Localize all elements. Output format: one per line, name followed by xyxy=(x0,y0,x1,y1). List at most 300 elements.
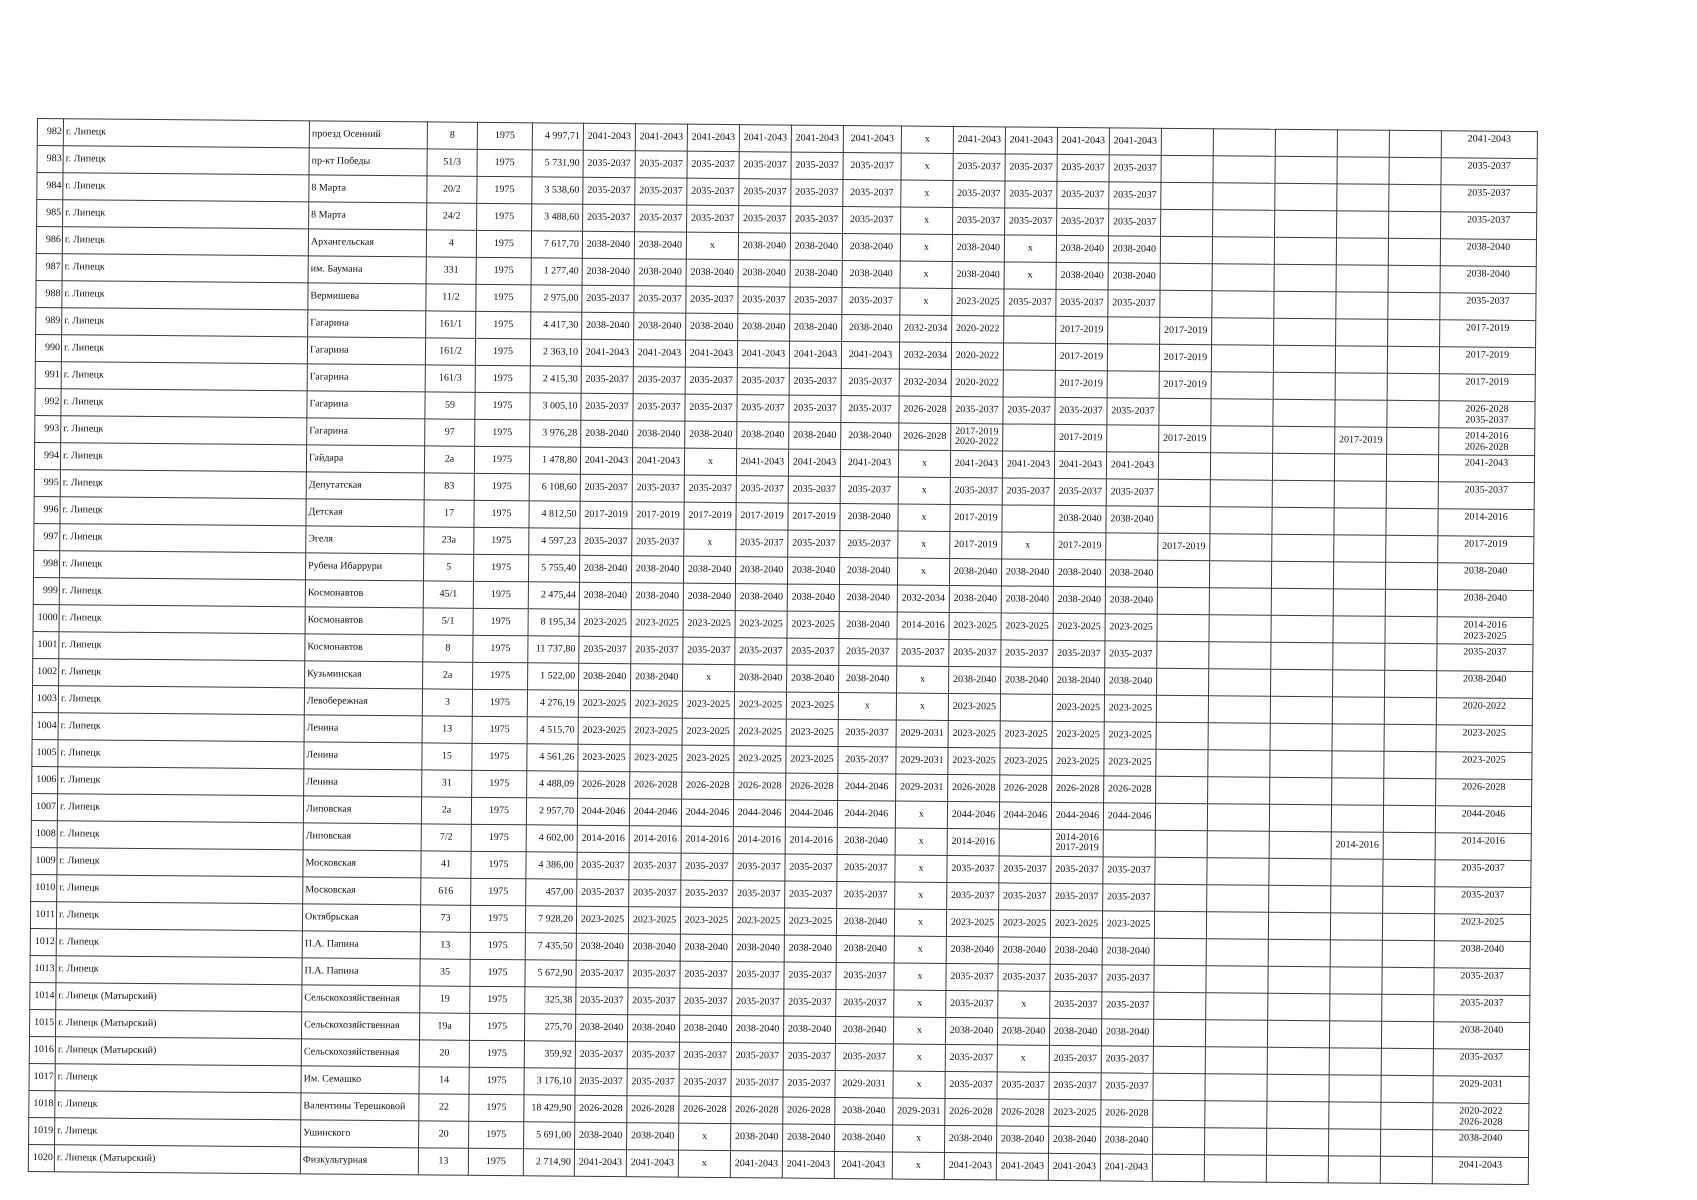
repair-col-3-cell: 2035-2037 xyxy=(679,1069,731,1096)
repair-col-6-cell: 2035-2037 xyxy=(843,207,901,235)
repair-col-8-cell: 2023-2025 xyxy=(952,288,1004,315)
house-number-cell: 161/3 xyxy=(425,365,475,392)
street-cell: Детская xyxy=(306,499,424,527)
repair-col-3-cell: 2035-2037 xyxy=(685,367,737,394)
repair-col-6-cell: 2038-2040 xyxy=(840,504,898,532)
repair-col-10-cell: 2035-2037 xyxy=(1056,289,1108,316)
repair-col-9-cell: 2038-2040 xyxy=(997,1126,1049,1153)
total-area-cell: 4 276,19 xyxy=(527,690,578,717)
repair-col-5-cell: 2035-2037 xyxy=(788,530,840,557)
repair-col-7-cell: x xyxy=(900,288,952,315)
street-cell: Сельскохозяйственная xyxy=(301,1039,419,1067)
house-number-cell: 41 xyxy=(421,851,471,878)
repair-col-8-cell: 2038-2040 xyxy=(945,1125,997,1152)
street-cell: 8 Марта xyxy=(309,175,427,203)
total-area-cell: 5 755,40 xyxy=(528,555,579,582)
locality-cell: г. Липецк xyxy=(59,578,305,607)
repair-col-3-cell: 2023-2025 xyxy=(682,745,734,772)
repair-col-final-cell: 2026-2028 2035-2037 xyxy=(1439,401,1535,429)
year-built-cell: 1975 xyxy=(470,932,525,959)
repair-col-13-cell xyxy=(1206,966,1268,994)
repair-col-2-cell: 2035-2037 xyxy=(633,367,685,394)
repair-col-13-cell xyxy=(1208,777,1270,805)
repair-col-16-cell xyxy=(1382,967,1434,994)
locality-cell: г. Липецк xyxy=(61,389,307,418)
locality-cell: г. Липецк xyxy=(55,1091,301,1120)
repair-col-11-cell: 2035-2037 xyxy=(1103,884,1155,911)
street-cell: Ленина xyxy=(304,715,422,743)
locality-cell: г. Липецк xyxy=(62,308,308,337)
repair-col-2-cell: 2044-2046 xyxy=(629,799,681,826)
repair-col-14-cell xyxy=(1267,1047,1329,1075)
repair-col-16-cell xyxy=(1389,184,1441,211)
row-number-cell: 1010 xyxy=(31,874,57,901)
repair-col-9-cell: 2035-2037 xyxy=(997,1072,1049,1099)
house-number-cell: 7/2 xyxy=(421,824,471,851)
repair-col-13-cell xyxy=(1208,723,1270,751)
repair-col-13-cell xyxy=(1209,669,1271,697)
repair-col-3-cell: 2026-2028 xyxy=(679,1096,731,1123)
repair-col-4-cell: 2041-2043 xyxy=(736,449,788,476)
repair-col-4-cell: 2035-2037 xyxy=(733,854,785,881)
year-built-cell: 1975 xyxy=(475,338,530,365)
repair-col-12-cell: 2017-2019 xyxy=(1160,317,1212,344)
repair-col-6-cell: 2035-2037 xyxy=(838,720,896,748)
repair-col-6-cell: 2038-2040 xyxy=(835,1124,893,1152)
repair-col-16-cell xyxy=(1386,481,1438,508)
repair-col-8-cell: 2044-2046 xyxy=(947,801,999,828)
repair-col-final-cell: 2035-2037 xyxy=(1441,158,1537,186)
repair-col-16-cell xyxy=(1380,1129,1432,1156)
repair-col-3-cell: 2038-2040 xyxy=(686,259,738,286)
repair-col-13-cell xyxy=(1208,750,1270,778)
street-cell: Сельскохозяйственная xyxy=(301,1012,419,1040)
repair-col-1-cell: 2035-2037 xyxy=(577,879,629,906)
repair-col-6-cell: 2035-2037 xyxy=(839,639,897,667)
house-number-cell: 83 xyxy=(424,473,474,500)
repair-col-13-cell xyxy=(1209,561,1271,589)
repair-col-12-cell xyxy=(1153,1073,1205,1100)
repair-col-5-cell: 2035-2037 xyxy=(784,962,836,989)
repair-col-6-cell: 2035-2037 xyxy=(841,369,899,397)
repair-col-9-cell xyxy=(1002,505,1054,532)
repair-col-14-cell xyxy=(1274,291,1336,319)
repair-col-14-cell xyxy=(1275,156,1337,184)
repair-col-7-cell: x xyxy=(893,1044,945,1071)
repair-col-2-cell: 2041-2043 xyxy=(635,124,687,151)
repair-col-10-cell: 2038-2040 xyxy=(1054,505,1106,532)
repair-col-6-cell: 2035-2037 xyxy=(835,1044,893,1072)
repair-col-16-cell xyxy=(1386,508,1438,535)
repair-col-5-cell: 2017-2019 xyxy=(788,503,840,530)
repair-col-3-cell: 2044-2046 xyxy=(681,799,733,826)
repair-col-4-cell: 2035-2037 xyxy=(735,638,787,665)
locality-cell: г. Липецк xyxy=(56,902,302,931)
repair-col-8-cell: 2038-2040 xyxy=(946,936,998,963)
repair-col-16-cell xyxy=(1383,832,1435,859)
row-number-cell: 991 xyxy=(35,361,61,388)
row-number-cell: 1019 xyxy=(29,1117,55,1144)
repair-col-2-cell: 2023-2025 xyxy=(631,610,683,637)
repair-col-16-cell xyxy=(1384,670,1436,697)
locality-cell: г. Липецк xyxy=(56,956,302,985)
year-built-cell: 1975 xyxy=(469,1013,524,1040)
repair-col-5-cell: 2026-2028 xyxy=(783,1097,835,1124)
house-number-cell: 97 xyxy=(425,419,475,446)
repair-col-1-cell: 2044-2046 xyxy=(577,798,629,825)
repair-col-8-cell: 2020-2022 xyxy=(951,342,1003,369)
repair-col-12-cell xyxy=(1154,938,1206,965)
house-number-cell: 73 xyxy=(420,905,470,932)
repair-col-6-cell: 2029-2031 xyxy=(835,1071,893,1099)
repair-col-2-cell: 2026-2028 xyxy=(630,772,682,799)
repair-col-15-cell xyxy=(1333,616,1385,643)
repair-col-3-cell: 2038-2040 xyxy=(683,556,735,583)
repair-col-8-cell: 2035-2037 xyxy=(946,963,998,990)
house-number-cell: 616 xyxy=(421,878,471,905)
repair-col-11-cell: 2035-2037 xyxy=(1109,182,1161,209)
repair-col-1-cell: 2035-2037 xyxy=(579,636,631,663)
year-built-cell: 1975 xyxy=(477,203,532,230)
repair-col-8-cell: 2017-2019 xyxy=(950,504,1002,531)
repair-col-9-cell: 2044-2046 xyxy=(999,802,1051,829)
street-cell: Ушинского xyxy=(301,1120,419,1148)
repair-col-14-cell xyxy=(1273,345,1335,373)
total-area-cell: 7 435,50 xyxy=(525,933,576,960)
repair-col-1-cell: 2026-2028 xyxy=(575,1095,627,1122)
repair-col-4-cell: 2038-2040 xyxy=(732,935,784,962)
repair-col-6-cell: 2038-2040 xyxy=(839,612,897,640)
repair-col-13-cell xyxy=(1205,1047,1267,1075)
repair-col-final-cell: 2035-2037 xyxy=(1440,293,1536,321)
repair-col-3-cell: 2014-2016 xyxy=(681,826,733,853)
repair-col-5-cell: 2038-2040 xyxy=(783,1124,835,1151)
repair-col-12-cell xyxy=(1156,695,1208,722)
repair-col-6-cell: 2038-2040 xyxy=(836,936,894,964)
repair-col-3-cell: 2035-2037 xyxy=(686,286,738,313)
repair-col-7-cell: x xyxy=(893,1071,945,1098)
repair-col-6-cell: 2038-2040 xyxy=(839,666,897,694)
repair-col-16-cell xyxy=(1387,346,1439,373)
repair-col-3-cell: 2017-2019 xyxy=(684,502,736,529)
repair-col-3-cell: 2035-2037 xyxy=(685,394,737,421)
repair-col-10-cell: 2023-2025 xyxy=(1050,910,1102,937)
repair-col-1-cell: 2041-2043 xyxy=(580,447,632,474)
repair-col-14-cell xyxy=(1268,966,1330,994)
repair-col-12-cell: 2017-2019 xyxy=(1159,425,1211,452)
locality-cell: г. Липецк xyxy=(61,416,307,445)
repair-col-11-cell: 2038-2040 xyxy=(1101,1127,1153,1154)
repair-col-16-cell xyxy=(1387,427,1439,454)
repair-col-5-cell: 2044-2046 xyxy=(785,800,837,827)
repair-col-14-cell xyxy=(1272,453,1334,481)
repair-col-12-cell xyxy=(1158,452,1210,479)
repair-col-4-cell: 2026-2028 xyxy=(731,1097,783,1124)
repair-col-3-cell: 2038-2040 xyxy=(685,421,737,448)
repair-col-11-cell: 2026-2028 xyxy=(1104,776,1156,803)
repair-col-12-cell xyxy=(1155,884,1207,911)
repair-col-5-cell: 2023-2025 xyxy=(786,719,838,746)
repair-col-7-cell: 2035-2037 xyxy=(897,639,949,666)
house-number-cell: 4 xyxy=(426,230,476,257)
repair-col-2-cell: 2035-2037 xyxy=(629,880,681,907)
repair-col-2-cell: 2035-2037 xyxy=(628,988,680,1015)
house-number-cell: 13 xyxy=(418,1148,468,1175)
repair-col-10-cell: 2017-2019 xyxy=(1055,343,1107,370)
repair-col-2-cell: 2038-2040 xyxy=(627,1123,679,1150)
repair-col-8-cell: 2023-2025 xyxy=(948,693,1000,720)
repair-col-6-cell: 2044-2046 xyxy=(838,774,896,802)
repair-col-13-cell xyxy=(1205,1074,1267,1102)
repair-col-14-cell xyxy=(1271,588,1333,616)
repair-col-11-cell xyxy=(1107,344,1159,371)
repair-col-16-cell xyxy=(1385,643,1437,670)
repair-col-16-cell xyxy=(1381,1102,1433,1129)
repair-col-1-cell: 2035-2037 xyxy=(581,393,633,420)
repair-col-13-cell xyxy=(1211,345,1273,373)
repair-col-8-cell: 2035-2037 xyxy=(946,990,998,1017)
locality-cell: г. Липецк xyxy=(55,1118,301,1147)
house-number-cell: 13 xyxy=(422,716,472,743)
house-number-cell: 13 xyxy=(420,932,470,959)
repair-col-9-cell: 2023-2025 xyxy=(1000,748,1052,775)
house-number-cell: 51/3 xyxy=(427,149,477,176)
street-cell: им. Баумана xyxy=(308,256,426,284)
repair-col-15-cell xyxy=(1328,1156,1380,1183)
repair-col-16-cell xyxy=(1388,238,1440,265)
repair-col-9-cell: 2035-2037 xyxy=(1005,208,1057,235)
repair-col-7-cell: x xyxy=(894,963,946,990)
repair-col-14-cell xyxy=(1271,642,1333,670)
repair-col-2-cell: 2038-2040 xyxy=(627,1015,679,1042)
repair-col-2-cell: 2038-2040 xyxy=(631,556,683,583)
repair-col-11-cell: 2038-2040 xyxy=(1108,236,1160,263)
repair-col-9-cell: 2035-2037 xyxy=(999,883,1051,910)
repair-col-10-cell: 2023-2025 xyxy=(1052,721,1104,748)
repair-col-16-cell xyxy=(1388,265,1440,292)
house-number-cell: 11/2 xyxy=(426,284,476,311)
house-number-cell: 14 xyxy=(419,1067,469,1094)
total-area-cell: 1 478,80 xyxy=(529,447,580,474)
repair-col-7-cell: 2029-2031 xyxy=(896,720,948,747)
repair-col-16-cell xyxy=(1382,994,1434,1021)
repair-col-6-cell: 2035-2037 xyxy=(836,990,894,1018)
street-cell: Эгеля xyxy=(306,526,424,554)
repair-col-9-cell xyxy=(1000,694,1052,721)
repair-col-7-cell: 2014-2016 xyxy=(897,612,949,639)
total-area-cell: 4 386,00 xyxy=(526,852,577,879)
repair-col-13-cell xyxy=(1210,534,1272,562)
repair-col-3-cell: 2035-2037 xyxy=(679,1042,731,1069)
repair-col-8-cell: 2041-2043 xyxy=(944,1152,996,1179)
repair-col-4-cell: 2038-2040 xyxy=(731,1124,783,1151)
repair-col-9-cell xyxy=(999,829,1051,856)
repair-col-9-cell: x xyxy=(997,1045,1049,1072)
street-cell: Физкультурная xyxy=(300,1147,418,1175)
repair-col-8-cell: 2038-2040 xyxy=(952,261,1004,288)
repair-col-6-cell: 2038-2040 xyxy=(836,909,894,937)
repair-col-16-cell xyxy=(1385,616,1437,643)
repair-col-15-cell xyxy=(1337,184,1389,211)
repair-col-15-cell xyxy=(1336,238,1388,265)
repair-col-4-cell: 2041-2043 xyxy=(737,341,789,368)
total-area-cell: 8 195,34 xyxy=(528,609,579,636)
repair-col-final-cell: 2035-2037 xyxy=(1441,185,1537,213)
house-number-cell: 31 xyxy=(422,770,472,797)
repair-col-8-cell: 2020-2022 xyxy=(952,315,1004,342)
repair-col-8-cell: 2023-2025 xyxy=(946,909,998,936)
repair-col-7-cell: x xyxy=(896,693,948,720)
repair-col-14-cell xyxy=(1271,615,1333,643)
repair-col-11-cell: 2038-2040 xyxy=(1106,506,1158,533)
repair-col-4-cell: 2035-2037 xyxy=(737,368,789,395)
repair-col-12-cell xyxy=(1155,803,1207,830)
repair-col-11-cell xyxy=(1106,533,1158,560)
table-body xyxy=(28,119,1537,1185)
repair-col-14-cell xyxy=(1268,912,1330,940)
repair-col-4-cell: 2038-2040 xyxy=(735,557,787,584)
total-area-cell: 4 997,71 xyxy=(532,123,583,150)
repair-col-3-cell: 2035-2037 xyxy=(681,880,733,907)
repair-col-7-cell: x xyxy=(900,261,952,288)
repair-col-15-cell xyxy=(1336,319,1388,346)
repair-col-14-cell xyxy=(1266,1155,1328,1183)
year-built-cell: 1975 xyxy=(470,959,525,986)
repair-col-1-cell: 2035-2037 xyxy=(576,960,628,987)
repair-col-10-cell: 2017-2019 xyxy=(1055,370,1107,397)
repair-col-11-cell: 2023-2025 xyxy=(1104,695,1156,722)
repair-col-9-cell: 2041-2043 xyxy=(1005,127,1057,154)
repair-col-6-cell: 2035-2037 xyxy=(840,531,898,559)
repair-col-3-cell: 2023-2025 xyxy=(682,718,734,745)
row-number-cell: 1015 xyxy=(29,1009,55,1036)
row-number-cell: 984 xyxy=(37,173,63,200)
repair-col-7-cell: x xyxy=(898,531,950,558)
total-area-cell: 2 363,10 xyxy=(530,339,581,366)
total-area-cell: 3 538,60 xyxy=(532,177,583,204)
repair-col-15-cell xyxy=(1328,1129,1380,1156)
repair-col-11-cell: 2023-2025 xyxy=(1104,722,1156,749)
repair-col-final-cell: 2041-2043 xyxy=(1438,455,1534,483)
year-built-cell: 1975 xyxy=(468,1148,523,1175)
repair-col-13-cell xyxy=(1207,858,1269,886)
repair-col-1-cell: 2035-2037 xyxy=(581,366,633,393)
repair-col-7-cell: x xyxy=(898,450,950,477)
house-number-cell: 24/2 xyxy=(427,203,477,230)
row-number-cell: 1006 xyxy=(32,766,58,793)
year-built-cell: 1975 xyxy=(470,905,525,932)
repair-col-final-cell: 2035-2037 xyxy=(1435,860,1531,888)
repair-col-4-cell: 2038-2040 xyxy=(735,665,787,692)
repair-col-13-cell xyxy=(1206,993,1268,1021)
repair-col-final-cell: 2038-2040 xyxy=(1433,1022,1529,1050)
repair-col-14-cell xyxy=(1275,129,1337,157)
repair-col-1-cell: 2038-2040 xyxy=(582,231,634,258)
repair-col-12-cell xyxy=(1157,587,1209,614)
repair-col-13-cell xyxy=(1213,183,1275,211)
year-built-cell: 1975 xyxy=(476,257,531,284)
repair-col-4-cell: 2035-2037 xyxy=(739,206,791,233)
repair-col-7-cell: x xyxy=(897,666,949,693)
repair-col-12-cell xyxy=(1161,128,1213,155)
year-built-cell: 1975 xyxy=(473,581,528,608)
repair-col-3-cell: 2035-2037 xyxy=(680,988,732,1015)
repair-col-1-cell: 2038-2040 xyxy=(582,312,634,339)
repair-col-14-cell xyxy=(1272,480,1334,508)
year-built-cell: 1975 xyxy=(471,797,526,824)
repair-col-7-cell: 2029-2031 xyxy=(893,1098,945,1125)
repair-col-10-cell: 2017-2019 xyxy=(1055,424,1107,451)
street-cell: Московская xyxy=(303,850,421,878)
row-number-cell: 994 xyxy=(34,442,60,469)
repair-col-8-cell: 2023-2025 xyxy=(948,747,1000,774)
repair-col-5-cell: 2035-2037 xyxy=(787,638,839,665)
repair-col-16-cell xyxy=(1384,697,1436,724)
repair-col-12-cell xyxy=(1160,263,1212,290)
repair-col-10-cell: 2035-2037 xyxy=(1050,991,1102,1018)
repair-col-4-cell: 2041-2043 xyxy=(739,125,791,152)
repair-col-15-cell xyxy=(1336,292,1388,319)
repair-col-11-cell: 2038-2040 xyxy=(1108,263,1160,290)
repair-col-2-cell: 2035-2037 xyxy=(628,961,680,988)
repair-col-final-cell: 2017-2019 xyxy=(1439,374,1535,402)
repair-col-final-cell: 2041-2043 xyxy=(1441,131,1537,159)
repair-col-1-cell: 2017-2019 xyxy=(580,501,632,528)
repair-col-11-cell: 2023-2025 xyxy=(1104,749,1156,776)
repair-col-9-cell: 2038-2040 xyxy=(1001,667,1053,694)
repair-col-15-cell xyxy=(1331,805,1383,832)
locality-cell: г. Липецк xyxy=(60,443,306,472)
repair-col-14-cell xyxy=(1267,1074,1329,1102)
repair-col-4-cell: 2035-2037 xyxy=(736,476,788,503)
repair-col-15-cell xyxy=(1330,967,1382,994)
repair-col-4-cell: 2035-2037 xyxy=(738,287,790,314)
repair-col-10-cell: 2035-2037 xyxy=(1051,856,1103,883)
repair-col-13-cell xyxy=(1205,1020,1267,1048)
row-number-cell: 990 xyxy=(35,334,61,361)
repair-col-4-cell: 2035-2037 xyxy=(731,1070,783,1097)
repair-col-14-cell xyxy=(1270,750,1332,778)
repair-col-13-cell xyxy=(1210,480,1272,508)
repair-col-2-cell: 2038-2040 xyxy=(634,259,686,286)
repair-col-11-cell: 2038-2040 xyxy=(1105,668,1157,695)
repair-col-11-cell: 2035-2037 xyxy=(1101,1046,1153,1073)
total-area-cell: 3 005,10 xyxy=(530,393,581,420)
locality-cell: г. Липецк (Матырский) xyxy=(56,983,302,1012)
repair-col-7-cell: x xyxy=(901,207,953,234)
repair-col-1-cell: 2035-2037 xyxy=(583,150,635,177)
locality-cell: г. Липецк xyxy=(58,686,304,715)
total-area-cell: 4 812,50 xyxy=(529,501,580,528)
row-number-cell: 1011 xyxy=(30,901,56,928)
repair-col-13-cell xyxy=(1204,1155,1266,1183)
repair-col-1-cell: 2038-2040 xyxy=(581,420,633,447)
repair-col-3-cell: 2035-2037 xyxy=(683,637,735,664)
repair-col-8-cell: 2035-2037 xyxy=(949,639,1001,666)
repair-col-15-cell: 2014-2016 xyxy=(1331,832,1383,859)
row-number-cell: 986 xyxy=(36,227,62,254)
repair-col-1-cell: 2035-2037 xyxy=(583,204,635,231)
total-area-cell: 4 515,70 xyxy=(527,717,578,744)
row-number-cell: 1008 xyxy=(31,820,57,847)
repair-col-6-cell: 2035-2037 xyxy=(840,477,898,505)
repair-col-4-cell: 2035-2037 xyxy=(732,989,784,1016)
repair-col-10-cell: 2041-2043 xyxy=(1048,1153,1100,1180)
repair-col-9-cell: 2035-2037 xyxy=(1003,397,1055,424)
street-cell: Космонавтов xyxy=(305,634,423,662)
repair-col-16-cell xyxy=(1382,913,1434,940)
repair-col-5-cell: 2014-2016 xyxy=(785,827,837,854)
